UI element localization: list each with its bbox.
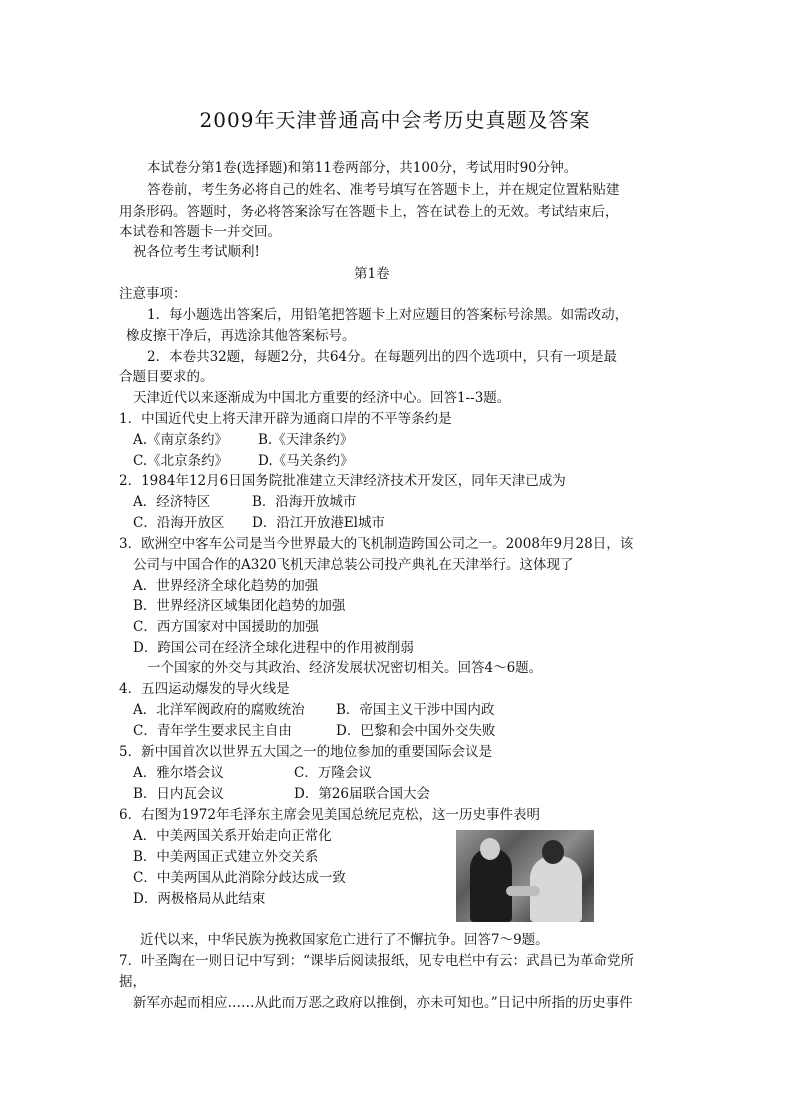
group-intro: 一个国家的外交与其政治、经济发展状况密切相关。回答4～6题。	[147, 660, 543, 676]
intro-line: 答卷前，考生务必将自己的姓名、准考号填写在答题卡上，并在规定位置粘贴建	[147, 182, 620, 198]
note-line: 2．本卷共32题，每题2分，共64分。在每题列出的四个选项中，只有一项是最	[147, 349, 618, 365]
question-stem: 2．1984年12月6日国务院批准建立天津经济技术开发区，同年天津已成为	[119, 473, 566, 489]
notes-label: 注意事项：	[119, 286, 187, 302]
option-a: A.《南京条约》	[133, 432, 229, 448]
question-stem: 5．新中国首次以世界五大国之一的地位参加的重要国际会议是	[119, 744, 493, 760]
option-d: D．巴黎和会中国外交失败	[336, 723, 496, 739]
option-a: A．中美两国关系开始走向正常化	[133, 828, 332, 844]
option-c: C．青年学生要求民主自由	[133, 723, 292, 739]
question-stem-continued: 据，	[119, 974, 146, 990]
note-line: 1．每小题选出答案后，用铅笔把答题卡上对应题目的答案标号涂黑。如需改动，	[147, 307, 629, 323]
option-c: C．中美两国从此消除分歧达成一致	[133, 870, 346, 886]
option-a: A．经济特区	[133, 494, 211, 510]
option-d: D．沿江开放港El城市	[252, 515, 385, 531]
intro-line: 本试卷和答题卡一并交回。	[119, 224, 281, 240]
question-stem: 3．欧洲空中客车公司是当今世界最大的飞机制造跨国公司之一。2008年9月28日，该	[119, 536, 634, 552]
photo-head-right	[542, 840, 564, 864]
group-intro: 近代以来，中华民族为挽救国家危亡进行了不懈抗争。回答7～9题。	[140, 932, 549, 948]
intro-line: 用条形码。答题时，务必将答案涂写在答题卡上，答在试卷上的无效。考试结束后，	[119, 204, 619, 220]
question-stem-continued: 新军亦起而相应……从此而万恶之政府以推倒，亦未可知也。”日记中所指的历史事件	[133, 995, 633, 1011]
question-stem-continued: 公司与中国合作的A320飞机天津总装公司投产典礼在天津举行。这体现了	[133, 557, 574, 573]
option-b: B．沿海开放城市	[252, 494, 357, 510]
option-c: C.《北京条约》	[133, 453, 229, 469]
option-b: B．世界经济区域集团化趋势的加强	[133, 598, 346, 614]
option-a: A．雅尔塔会议	[133, 765, 224, 781]
group-intro: 天津近代以来逐渐成为中国北方重要的经济中心。回答1--3题。	[133, 390, 511, 406]
option-b: B．日内瓦会议	[133, 786, 224, 802]
section-title: 第1卷	[354, 266, 390, 282]
option-c: C．沿海开放区	[133, 515, 225, 531]
option-d: D．两极格局从此结束	[133, 891, 266, 907]
option-d: D.《马关条约》	[258, 453, 354, 469]
question-stem: 4．五四运动爆发的导火线是	[119, 681, 290, 697]
photo-head-left	[480, 838, 500, 860]
photo-handshake	[506, 886, 540, 896]
note-line: 橡皮擦干净后，再选涂其他答案标号。	[126, 328, 356, 344]
note-line: 合题目要求的。	[119, 369, 214, 385]
question-stem: 7．叶圣陶在一则日记中写到：“课毕后阅读报纸，见专电栏中有云：武昌已为革命党所	[119, 953, 634, 969]
intro-line: 祝各位考生考试顺利!	[133, 244, 260, 260]
option-b: B．帝国主义干涉中国内政	[336, 702, 495, 718]
option-d: D．第26届联合国大会	[294, 786, 431, 802]
option-c: C．万隆会议	[294, 765, 372, 781]
option-b: B．中美两国正式建立外交关系	[133, 849, 319, 865]
page-title: 2009年天津普通高中会考历史真题及答案	[199, 108, 591, 132]
option-b: B.《天津条约》	[258, 432, 354, 448]
option-a: A．世界经济全球化趋势的加强	[133, 578, 319, 594]
question-stem: 6．右图为1972年毛泽东主席会见美国总统尼克松，这一历史事件表明	[119, 807, 540, 823]
option-d: D．跨国公司在经济全球化进程中的作用被削弱	[133, 640, 414, 656]
option-a: A．北洋军阀政府的腐败统治	[133, 702, 305, 718]
nixon-mao-photo	[456, 830, 594, 922]
intro-line: 本试卷分第1卷(选择题)和第11卷两部分，共100分，考试用时90分钟。	[147, 160, 578, 176]
question-stem: 1．中国近代史上将天津开辟为通商口岸的不平等条约是	[119, 411, 452, 427]
option-c: C．西方国家对中国援助的加强	[133, 619, 319, 635]
